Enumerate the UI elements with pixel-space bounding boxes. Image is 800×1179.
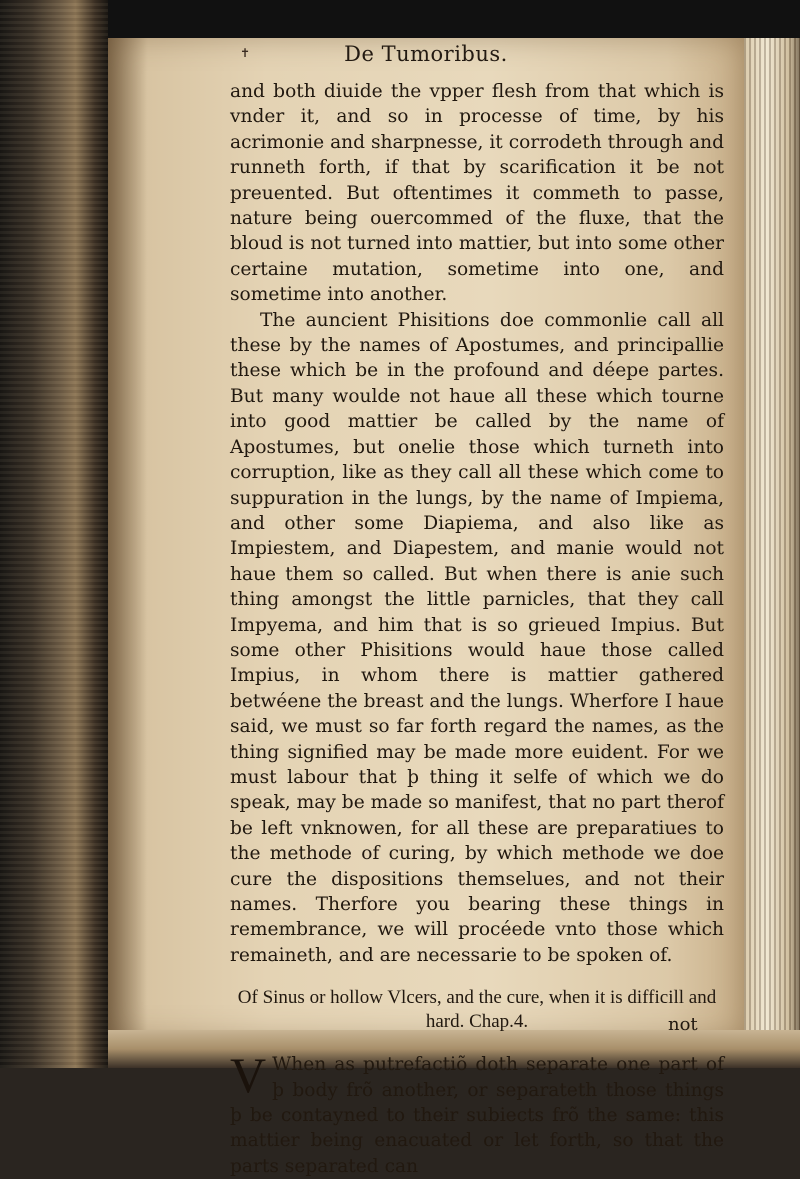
running-head-title: De Tumoribus. (344, 42, 508, 66)
left-page-edges (0, 0, 108, 1068)
page-text (230, 79, 724, 1179)
drop-cap: V (230, 1047, 267, 1104)
chapter-text: When as putrefactiõ doth separate one part of þ body frõ another, or separateth those things þ be contayned to their subiects frõ the same: this mattier being enacuated or let forth, so that the parts separated can (230, 1054, 724, 1177)
chapter-heading: Of Sinus or hollow Vlcers, and the cure, when it is difficill and hard. Chap.4. (237, 987, 717, 1033)
chapter-paragraph (230, 1047, 724, 1179)
running-head (108, 42, 744, 66)
right-page-edges (744, 38, 800, 1068)
paragraph-2: The auncient Phisitions doe commonlie call all these by the names of Apostumes, and principallie these which be in the profound and déepe partes. But many woulde not haue all these which tourne into good mattier be called by the name of Apostumes, but onelie those which turneth into corruption, like as they call all these which come to suppuration in the lungs, by the name of Impiema, and other some Diapiema, and also like as Impiestem, and Diapestem, and manie would not haue them so called. But when there is anie such thing amongst the little parnicles, that they call Impyema, and him that is so grieued Impius. But some other Phisitions would haue those called Impius, in whom there is mattier gathered betwéene the breast and the lungs. Wherfore I haue said, we must so far forth regard the names, as the thing signified may be made more euident. For we must labour that þ thing it selfe of which we do speak, may be made so manifest, that no part therof be left vnknowen, for all these are preparatiues to the methode of curing, by which methode we doe cure the dispositions themselues, and not their names. Therfore you bearing these things in remembrance, we will procéede vnto those which remaineth, and are necessarie to be spoken of. (230, 309, 724, 966)
catchword: not (668, 1014, 698, 1035)
paragraph-1: and both diuide the vpper flesh from that which is vnder it, and so in processe of time, by his acrimonie and sharpnesse, it corrodeth through and runneth forth, if that by scarification it be not preuented. But oftentimes it commeth to passe, nature being ouercommed of the fluxe, that the bloud is not turned into mattier, but into some other certaine mutation, sometime into one, and sometime into another. (230, 81, 724, 306)
gutter-shadow (108, 38, 148, 1038)
page-mark: ✝ (240, 46, 251, 60)
